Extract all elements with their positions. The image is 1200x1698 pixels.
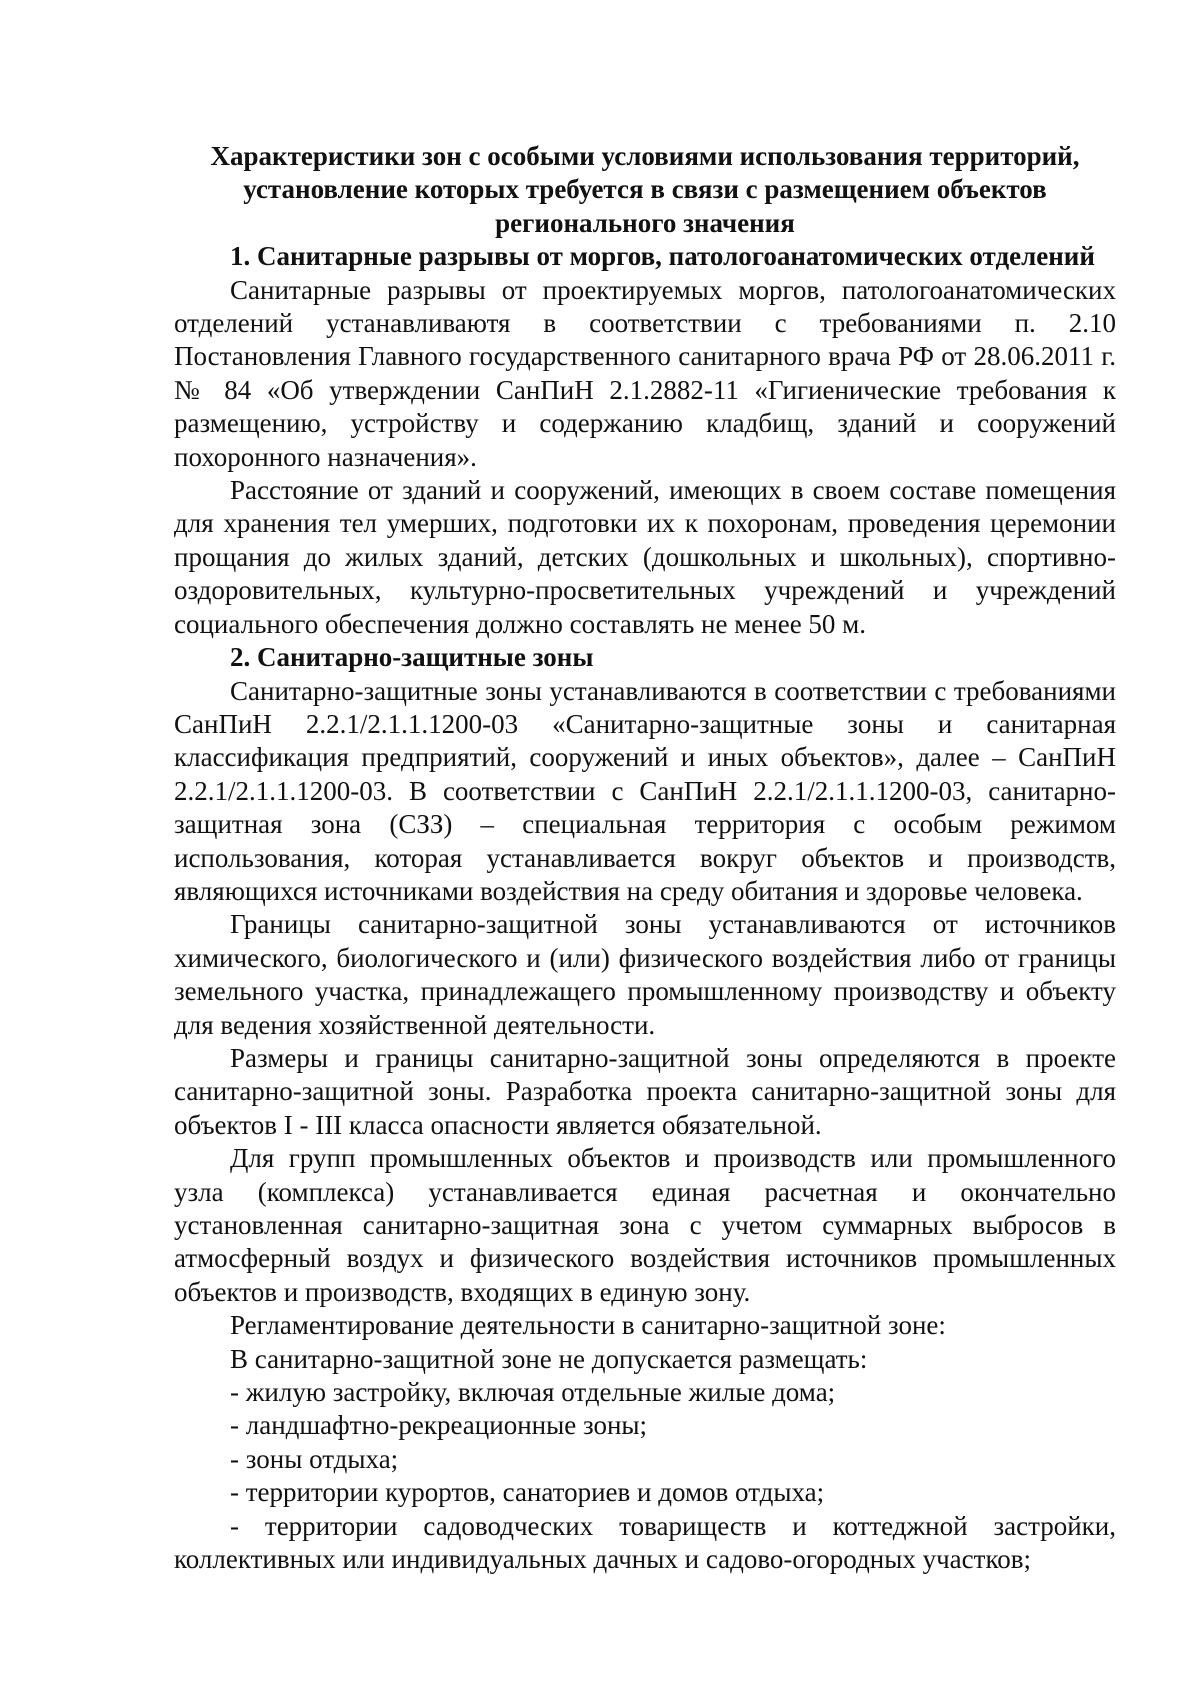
paragraph: Границы санитарно-защитной зоны устанавливаются от источников химического, биологического и (или) физического воздействия либо от границы земельного участка, принадлежащего промышленному производству и объекту для ведения хозяйственной деятельности. [174, 909, 1116, 1040]
section-heading-1: 1. Санитарные разрывы от моргов, патологоанатомических отделений [230, 241, 1095, 272]
paragraph: В санитарно-защитной зоне не допускается размещать: [230, 1343, 868, 1374]
document-page [174, 140, 1116, 1576]
paragraph: Регламентирование деятельности в санитарно-защитной зоне: [230, 1310, 946, 1341]
section-2 [174, 641, 1116, 1576]
section-1 [174, 240, 1116, 641]
paragraph: Размеры и границы санитарно-защитной зоны определяются в проекте санитарно-защитной зоны. Разработка проекта санитарно-защитной зоны для объектов I - III класса опасности является обязательной. [174, 1042, 1116, 1140]
list-item: - территории садоводческих товариществ и коттеджной застройки, коллективных или индивидуальных дачных и садово-огородных участков; [174, 1510, 1116, 1575]
prohibited-list [174, 1376, 1116, 1576]
list-item: - зоны отдыха; [230, 1443, 399, 1474]
paragraph: Санитарно-защитные зоны устанавливаются в соответствии с требованиями СанПиН 2.2.1/2.1.1.1200-03 «Санитарно-защитные зоны и санитарная классификация предприятий, сооружений и иных объектов», далее – СанПиН 2.2.1/2.1.1.1200-03. В соответствии с СанПиН 2.2.1/2.1.1.1200-03, санитарно-защитная зона (СЗЗ) – специальная территория с особым режимом использования, которая устанавливается вокруг объектов и производств, являющихся источниками воздействия на среду обитания и здоровье человека. [174, 675, 1116, 906]
list-item: - ландшафтно-рекреационные зоны; [230, 1410, 648, 1441]
paragraph: Расстояние от зданий и сооружений, имеющих в своем составе помещения для хранения тел умерших, подготовки их к похоронам, проведения церемонии прощания до жилых зданий, детских (дошкольных и школьных), спортивно-оздоровительных, культурно-просветительных учреждений и учреждений социального обеспечения должно составлять не менее 50 м. [174, 475, 1116, 639]
paragraph: Санитарные разрывы от проектируемых моргов, патологоанатомических отделений устанавливаютя в соответствии с требованиями п. 2.10 Постановления Главного государственного санитарного врача РФ от 28.06.2011 г. № 84 «Об утверждении СанПиН 2.1.2882-11 «Гигиенические требования к размещению, устройству и содержанию кладбищ, зданий и сооружений похоронного назначения». [174, 274, 1116, 472]
section-heading-2: 2. Санитарно-защитные зоны [230, 642, 594, 673]
list-item: - территории курортов, санаториев и домов отдыха; [230, 1477, 825, 1508]
list-item: - жилую застройку, включая отдельные жилые дома; [230, 1377, 836, 1408]
document-title: Характеристики зон с особыми условиями использования территорий, установление которых требуется в связи с размещением объектов регионального значения [210, 141, 1080, 238]
paragraph: Для групп промышленных объектов и производств или промышленного узла (комплекса) устанавливается единая расчетная и окончательно установленная санитарно-защитная зона с учетом суммарных выбросов в атмосферный воздух и физического воздействия источников промышленных объектов и производств, входящих в единую зону. [174, 1143, 1116, 1307]
